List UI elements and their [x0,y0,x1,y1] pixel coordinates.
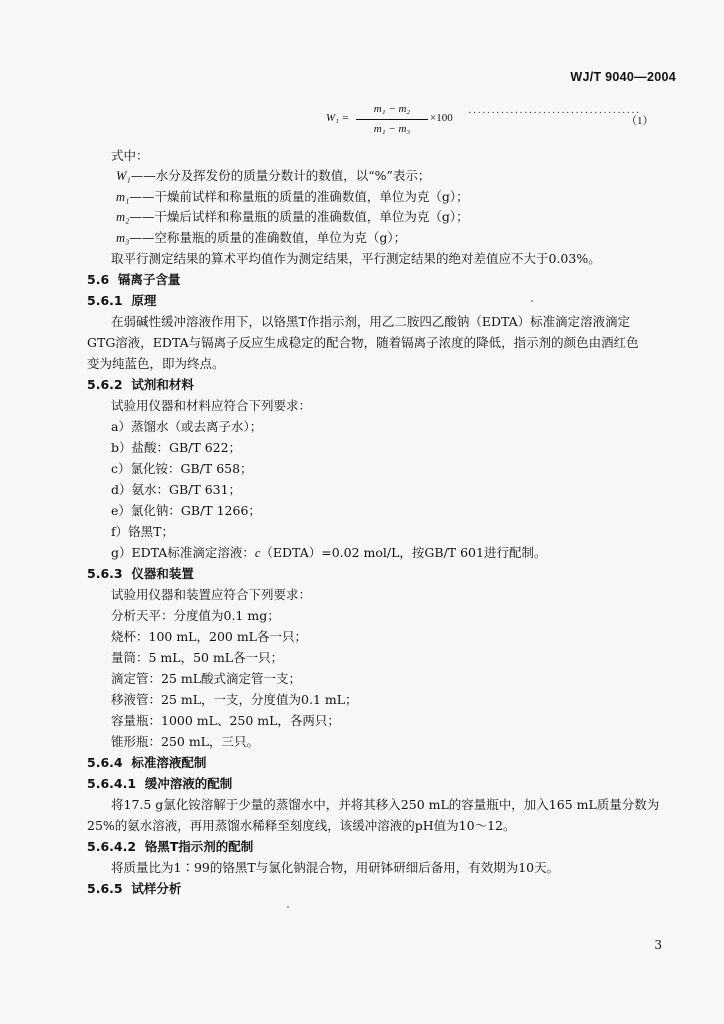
reagent-item-g-post: （EDTA）=0.02 mol/L，按GB/T 601进行配制。 [260,545,547,560]
fraction-bar [356,119,428,120]
reagent-item-c: c）氯化铵：GB/T 658； [111,461,253,476]
section-5-6-1-heading [87,293,156,309]
scan-speck [287,906,289,908]
scan-speck [531,300,533,302]
section-5-6-5-heading [87,881,181,897]
section-5-6-4-1-heading [87,776,232,792]
definition-m3-text: ——空称量瓶的质量的准确数值，单位为克（g）； [129,230,407,245]
apparatus-item: 移液管：25 mL，一支，分度值为0.1 mL； [111,692,358,707]
formula-multiplier: ×100 [430,112,453,124]
apparatus-item: 锥形瓶：250 mL，三只。 [111,734,259,749]
reagent-item-a: a）蒸馏水（或去离子水）； [111,419,263,434]
principle-paragraph-line-2: GTG溶液，EDTA与镉离子反应生成稳定的配合物，随着镉离子浓度的降低，指示剂的颜色由酒红色 [87,335,639,350]
reagent-item-d: d）氨水：GB/T 631； [111,482,242,497]
reagents-intro: 试验用仪器和材料应符合下列要求： [111,398,312,413]
symbol-m2: m₂ [116,210,130,224]
formula-leader-dots: ····································· [468,107,641,119]
apparatus-item: 滴定管：25 mL酸式滴定管一支； [111,671,302,686]
section-title: 试样分析 [131,881,182,896]
reagent-item-e: e）氯化钠：GB/T 1266； [111,503,261,518]
section-5-6-heading [87,272,180,288]
standard-code: WJ/T 9040—2004 [570,70,676,84]
section-number: 5.6.1 [87,293,123,308]
section-5-6-4-2-heading [87,839,253,855]
reagent-item-g-symbol: c [254,546,261,560]
definition-m1-text: ——干燥前试样和称量瓶的质量的准确数值，单位为克（g）； [129,189,469,204]
formula-denominator: m₁ − m₃ [373,123,411,135]
section-title: 标准溶液配制 [131,755,207,770]
definitions-intro: 式中： [111,148,149,163]
definition-m1 [116,189,469,205]
section-title: 缓冲溶液的配制 [144,776,233,791]
section-number: 5.6.3 [87,566,123,581]
apparatus-intro: 试验用仪器和装置应符合下列要求： [111,587,312,602]
apparatus-item: 量筒：5 mL，50 mL各一只； [111,650,284,665]
reagent-item-b: b）盐酸：GB/T 622； [111,440,242,455]
section-title: 原理 [131,293,157,308]
section-5-6-3-heading [87,566,194,582]
definition-w1-text: ——水分及挥发份的质量分数计的数值，以“%”表示； [130,168,431,183]
indicator-paragraph: 将质量比为1∶99的铬黑T与氯化钠混合物，用研钵研细后备用，有效期为10天。 [111,860,560,875]
reagent-item-f: f）铬黑T； [111,524,174,539]
formula-1 [326,102,666,142]
section-number: 5.6.4.2 [87,839,137,854]
section-number: 5.6 [87,272,110,287]
apparatus-item: 容量瓶：1000 mL、250 mL，各两只； [111,713,340,728]
section-number: 5.6.4.1 [87,776,137,791]
apparatus-item: 分析天平：分度值为0.1 mg； [111,608,280,623]
page-number: 3 [654,938,662,952]
section-5-6-4-heading [87,755,206,771]
section-number: 5.6.4 [87,755,123,770]
section-number: 5.6.5 [87,881,123,896]
symbol-w1: W₁ [116,169,131,183]
definition-m3 [116,230,406,246]
formula-numerator: m₁ − m₂ [373,103,411,115]
reagent-item-g-pre: g）EDTA标准滴定溶液： [111,545,255,560]
buffer-paragraph-line-2: 25%的氨水溶液，再用蒸馏水稀释至刻度线，该缓冲溶液的pH值为10～12。 [87,818,516,833]
principle-paragraph-line-3: 变为纯蓝色，即为终点。 [87,356,225,371]
formula-lhs: W₁ = [326,112,350,124]
definition-w1 [116,168,430,184]
symbol-m1: m₁ [116,190,130,204]
buffer-paragraph-line-1: 将17.5 g氯化铵溶解于少量的蒸馏水中，并将其移入250 mL的容量瓶中，加入165 mL质量分数为 [111,797,660,812]
formula-number: （1） [626,115,654,127]
section-title: 试剂和材料 [131,377,194,392]
symbol-m3: m₃ [116,231,130,245]
section-5-6-2-heading [87,377,194,393]
reagent-item-g [111,545,546,561]
section-title: 仪器和装置 [131,566,194,581]
section-number: 5.6.2 [87,377,123,392]
definition-m2 [116,209,469,225]
section-title: 镉离子含量 [117,272,181,287]
principle-paragraph-line-1: 在弱碱性缓冲溶液作用下，以铬黑T作指示剂，用乙二胺四乙酸钠（EDTA）标准滴定溶液滴定 [111,314,631,329]
section-title: 铬黑T指示剂的配制 [144,839,254,854]
formula-fraction [356,102,428,137]
result-statement: 取平行测定结果的算术平均值作为测定结果，平行测定结果的绝对差值应不大于0.03%。 [111,251,601,266]
apparatus-item: 烧杯：100 mL，200 mL各一只； [111,629,307,644]
definition-m2-text: ——干燥后试样和称量瓶的质量的准确数值，单位为克（g）； [129,209,469,224]
